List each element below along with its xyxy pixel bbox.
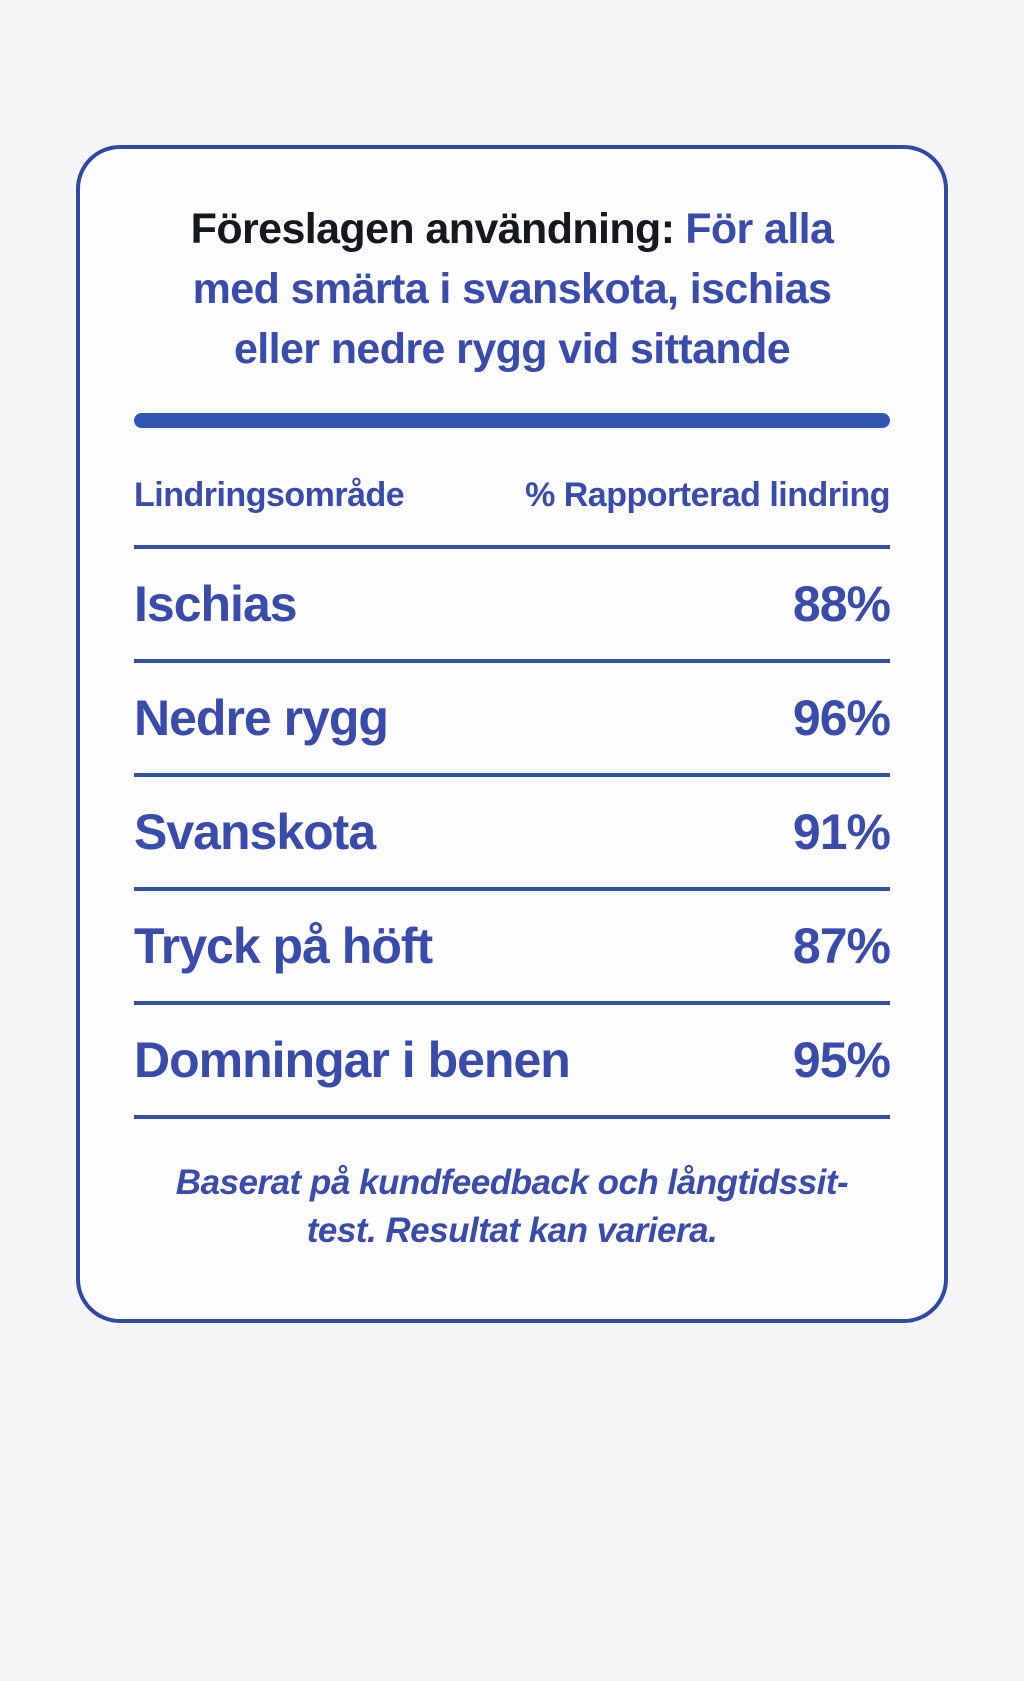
column-header-reported-relief: % Rapporterad lindring	[525, 476, 890, 514]
row-label: Ischias	[134, 576, 297, 632]
column-header-relief-area: Lindringsområde	[134, 476, 405, 514]
relief-table	[134, 428, 890, 1119]
row-label: Tryck på höft	[134, 918, 433, 974]
row-value: 95%	[792, 1032, 890, 1088]
row-value: 96%	[792, 690, 890, 746]
row-label: Domningar i benen	[134, 1032, 570, 1088]
row-label: Svanskota	[134, 804, 376, 860]
table-row	[134, 1005, 890, 1119]
table-header-row	[134, 428, 890, 549]
title-line-2: med smärta i svanskota, ischias	[192, 265, 832, 313]
table-row	[134, 777, 890, 891]
table-row	[134, 663, 890, 777]
row-label: Nedre rygg	[134, 690, 388, 746]
disclaimer-line-2: test. Resultat kan variera.	[306, 1211, 718, 1250]
title-prefix: Föreslagen användning:	[190, 205, 675, 253]
table-row	[134, 549, 890, 663]
info-card	[76, 145, 948, 1323]
card-title	[134, 199, 890, 379]
disclaimer-line-1: Baserat på kundfeedback och långtidssit-	[175, 1163, 849, 1202]
title-highlight: För alla	[685, 205, 834, 253]
row-value: 87%	[792, 918, 890, 974]
divider-bar	[134, 413, 890, 428]
row-value: 88%	[792, 576, 890, 632]
title-line-1	[134, 199, 890, 259]
disclaimer-note	[134, 1159, 890, 1255]
table-row	[134, 891, 890, 1005]
title-line-3: eller nedre rygg vid sittande	[233, 325, 791, 373]
row-value: 91%	[792, 804, 890, 860]
